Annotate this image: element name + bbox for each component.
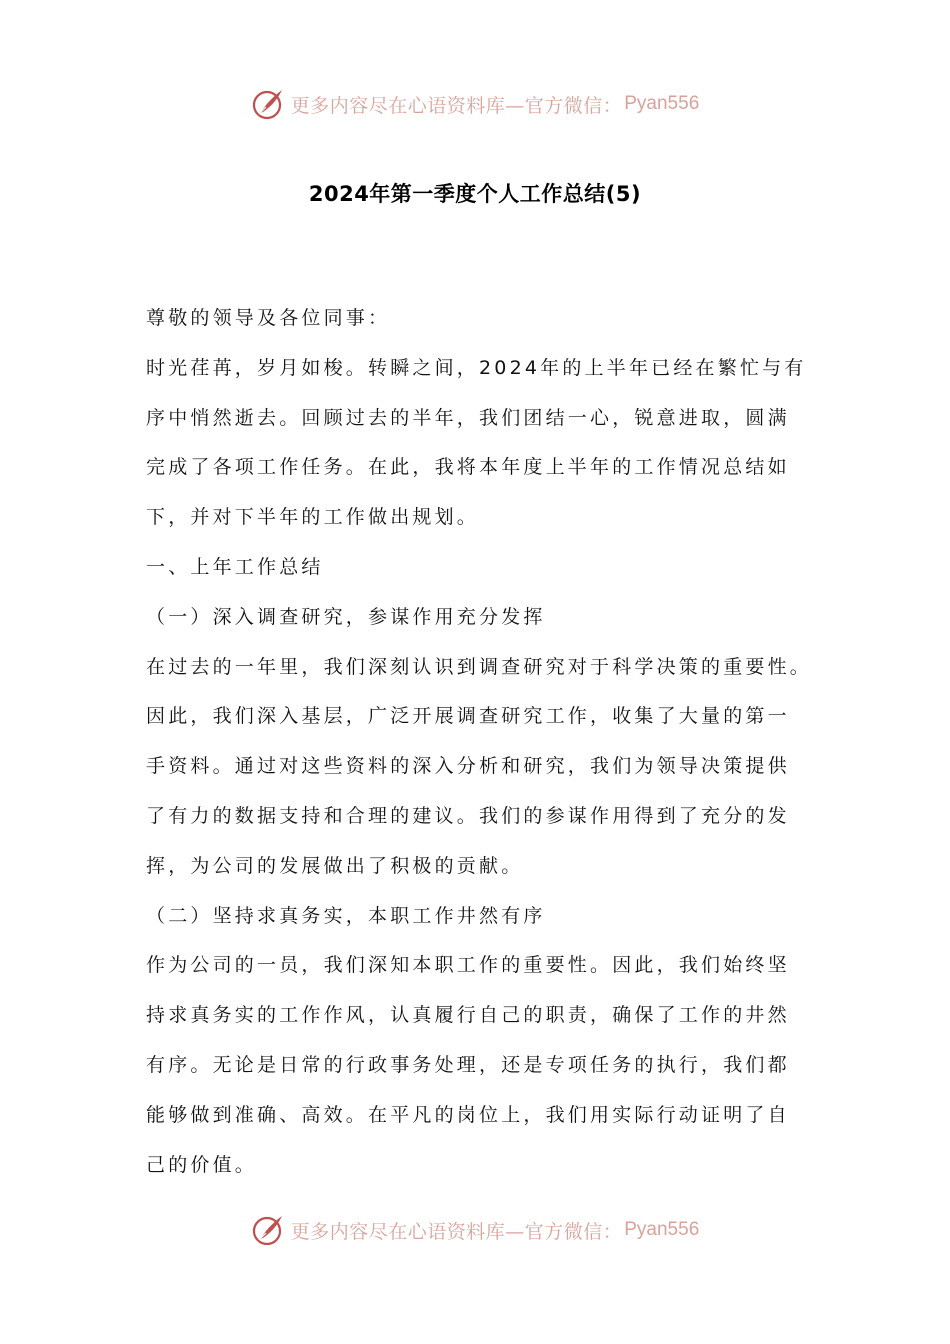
watermark-text: 更多内容尽在心语资料库—官方微信： — [290, 94, 623, 117]
document-title: 2024年第一季度个人工作总结(5) — [308, 182, 642, 206]
text-line: 下，并对下半年的工作做出规划。 — [146, 506, 480, 529]
watermark-wechat-id: Pyan556 — [624, 93, 700, 114]
text-line: 时光荏苒，岁月如梭。转瞬之间，2024年的上半年已经在繁忙与有 — [146, 356, 807, 379]
feather-pen-logo-icon — [251, 86, 287, 122]
text-line: 一、上年工作总结 — [146, 555, 324, 578]
text-line: 作为公司的一员，我们深知本职工作的重要性。因此，我们始终坚 — [146, 954, 790, 977]
watermark-footer — [0, 1208, 950, 1252]
text-line: 能够做到准确、高效。在平凡的岗位上，我们用实际行动证明了自 — [146, 1103, 790, 1126]
text-line: 了有力的数据支持和合理的建议。我们的参谋作用得到了充分的发 — [146, 804, 790, 827]
document-body — [146, 296, 826, 1192]
text-line: 完成了各项工作任务。在此，我将本年度上半年的工作情况总结如 — [146, 456, 790, 479]
watermark-wechat-id: Pyan556 — [624, 1219, 700, 1240]
text-line: （一）深入调查研究，参谋作用充分发挥 — [146, 605, 546, 628]
text-line: 持求真务实的工作作风，认真履行自己的职责，确保了工作的井然 — [146, 1004, 790, 1027]
text-line: 己的价值。 — [146, 1153, 258, 1176]
feather-pen-logo-icon — [251, 1212, 287, 1248]
text-line: 挥，为公司的发展做出了积极的贡献。 — [146, 854, 524, 877]
text-line: 手资料。通过对这些资料的深入分析和研究，我们为领导决策提供 — [146, 755, 790, 778]
text-line: 因此，我们深入基层，广泛开展调查研究工作，收集了大量的第一 — [146, 705, 790, 728]
text-line: 尊敬的领导及各位同事： — [146, 307, 391, 329]
text-line: （二）坚持求真务实，本职工作井然有序 — [146, 904, 546, 927]
text-line: 在过去的一年里，我们深刻认识到调查研究对于科学决策的重要性。 — [146, 655, 813, 678]
text-line: 序中悄然逝去。回顾过去的半年，我们团结一心，锐意进取，圆满 — [146, 406, 790, 429]
watermark-header — [0, 82, 950, 126]
watermark-text: 更多内容尽在心语资料库—官方微信： — [290, 1220, 623, 1243]
text-line: 有序。无论是日常的行政事务处理，还是专项任务的执行，我们都 — [146, 1053, 790, 1076]
